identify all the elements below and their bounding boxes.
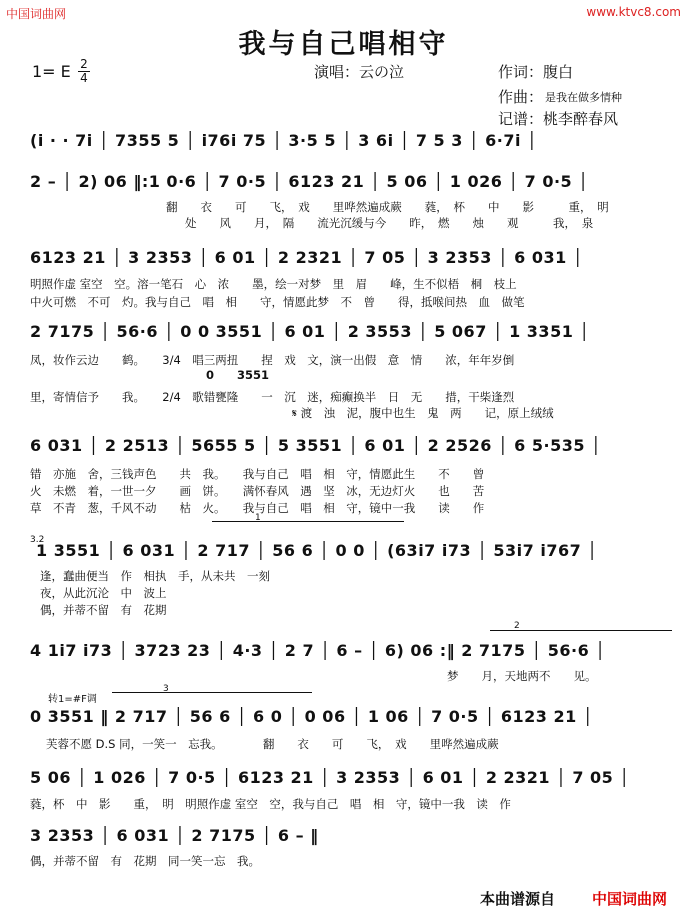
volta-1-bracket xyxy=(212,521,404,522)
lyric-line-10: 偶，并蒂不留 有 花期 同一笑一忘 我。 xyxy=(30,854,260,868)
notation-line-10: 3 2353 │ 6 031 │ 2 7175 │ 6 – ‖ xyxy=(30,826,319,845)
volta-2-label: 2 xyxy=(514,621,520,631)
volta-1-label: 1 xyxy=(255,513,261,523)
time-signature xyxy=(78,58,90,85)
volta-3-label: 3 xyxy=(163,684,169,694)
notation-line-5: 6 031 │ 2 2513 │ 5655 5 │ 5 3551 │ 6 01 │ 2 2526 │ 6 5·535 │ xyxy=(30,436,602,455)
site-watermark-right: www.ktvc8.com xyxy=(586,5,681,19)
notation-line-7: 4 1i7 i73 │ 3723 23 │ 4·3 │ 2 7 │ 6 – │ 6) 06 :‖ 2 7175 │ 56·6 │ xyxy=(30,641,606,660)
time-sig-top: 2 xyxy=(78,58,90,72)
song-title: 我与自己唱相守 xyxy=(238,29,449,60)
lyric-line-2-verse-1: 翻 衣 可 飞， 戏 里哗然遍成蕨 蕤， 杯 中 影 重， 明 xyxy=(166,200,609,214)
site-watermark-left: 中国词曲网 xyxy=(6,7,67,21)
lyric-line-6-verse-2: 夜，从此沉沦 中 波上 xyxy=(40,586,167,600)
lyric-line-8: 芙蓉不愿 D.S 同，一笑一 忘我。 翻 衣 可 飞， 戏 里哗然遍成蕨 xyxy=(46,737,499,751)
footer-site-name: 中国词曲网 xyxy=(592,890,668,908)
lyric-line-5-verse-2: 火 未燃 着，一世一夕 画 饼。 满怀春风 遇 坚 冰，无边灯火 也 苦 xyxy=(30,484,485,498)
key-signature: 1= E xyxy=(32,62,71,81)
footer-source-label: 本曲谱源自 xyxy=(480,890,556,908)
notation-line-1: (i · · 7i │ 7355 5 │ i76i 75 │ 3·5 5 │ 3 6i │ 7 5 3 │ 6·7i │ xyxy=(30,131,538,150)
notation-line-3: 6123 21 │ 3 2353 │ 6 01 │ 2 2321 │ 7 05 │ 3 2353 │ 6 031 │ xyxy=(30,248,583,267)
volta-3-bracket xyxy=(112,692,312,693)
lyric-line-4-verse-3: 𝄋 渡 浊 泥，腹中也生 鬼 两 记，原上绒绒 xyxy=(292,406,554,420)
lyric-line-6-verse-3: 偶，并蒂不留 有 花期 xyxy=(40,603,167,617)
lyric-line-4-verse-1: 凤，妆作云边 鹤。 3/4 唱三两扭 捏 戏 文，演一出假 意 情 浓，年年岁倒 xyxy=(30,353,515,367)
modulation-mark: 转1=#F调 xyxy=(48,694,97,705)
lyricist: 作词：腹白 xyxy=(498,63,574,81)
transcriber: 记谱：桃李醉春风 xyxy=(498,110,619,128)
segno-marker: 3.2 xyxy=(30,535,45,545)
lyric-line-5-verse-1: 错 亦施 舍，三钱声色 共 我。 我与自己 唱 相 守，情愿此生 不 曾 xyxy=(30,467,485,481)
notation-line-6: 1 3551 │ 6 031 │ 2 717 │ 56 6 │ 0 0 │ (63i7 i73 │ 53i7 i767 │ xyxy=(36,541,598,560)
lyric-line-7: 梦 月，天地两不 见。 xyxy=(447,669,597,683)
notation-line-8: 0 3551 ‖ 2 717 │ 56 6 │ 6 0 │ 0 06 │ 1 06 │ 7 0·5 │ 6123 21 │ xyxy=(30,707,593,726)
composer: 是我在做多情种 xyxy=(545,91,622,104)
lyric-line-3-verse-1: 明照作虚 室空 空。溶一笔石 心 浓 墨，绘一对梦 里 眉 峰，生不似梧 桐 枝上 xyxy=(30,277,517,291)
notation-line-9: 5 06 │ 1 026 │ 7 0·5 │ 6123 21 │ 3 2353 │ 6 01 │ 2 2321 │ 7 05 │ xyxy=(30,768,630,787)
lyric-line-3-verse-2: 中火可燃 不可 灼。我与自己 唱 相 守，情愿此梦 不 曾 得，抵喉间热 血 做笔 xyxy=(30,295,525,309)
time-sig-bottom: 4 xyxy=(80,71,88,85)
lyric-line-2-verse-2: 处 风 月， 隔 流光沉缓与今 昨， 燃 烛 观 我， 泉 xyxy=(185,216,594,230)
lyric-line-5-verse-3: 草 不青 葱，千风不动 枯 火。 我与自己 唱 相 守，镜中一我 读 作 xyxy=(30,501,485,515)
composer-label: 作曲： xyxy=(498,88,544,106)
singer: 演唱：云の泣 xyxy=(314,63,405,81)
lyric-line-9: 蕤，杯 中 影 重， 明 明照作虚 室空 空，我与自己 唱 相 守，镜中一我 读 作 xyxy=(30,797,511,811)
alt-bar-notation: 0 3551 xyxy=(206,368,270,382)
notation-line-4: 2 7175 │ 56·6 │ 0 0 3551 │ 6 01 │ 2 3553 │ 5 067 │ 1 3351 │ xyxy=(30,322,590,341)
notation-line-2: 2 – │ 2) 06 ‖:1 0·6 │ 7 0·5 │ 6123 21 │ 5 06 │ 1 026 │ 7 0·5 │ xyxy=(30,172,589,191)
lyric-line-6-verse-1: 逢，蠢曲便当 作 相执 手，从未共 一刻 xyxy=(40,569,270,583)
lyric-line-4-verse-2: 里，寄情信予 我。 2/4 歌错甕隆 一 沉 迷，痴癫换半 日 无 措，干柴逢烈 xyxy=(30,390,515,404)
